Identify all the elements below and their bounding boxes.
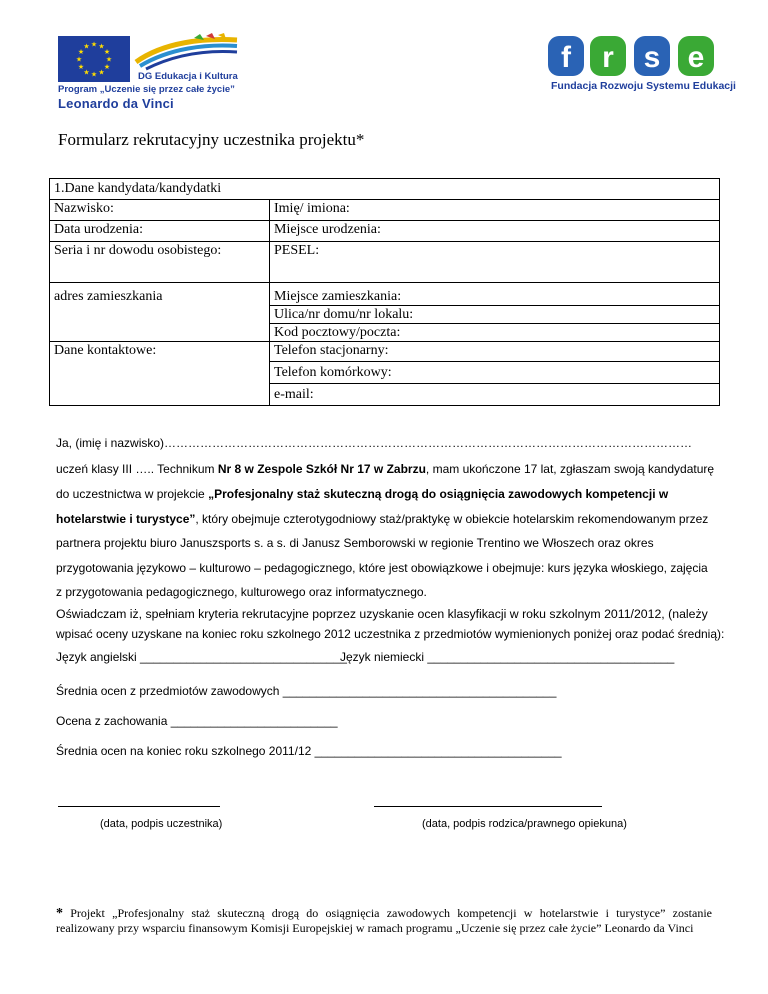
svg-text:e: e	[687, 41, 705, 74]
candidate-data-table	[49, 178, 720, 406]
german-grade-field[interactable]: Język niemiecki _____________________________________	[340, 650, 675, 664]
student-signature-label: (data, podpis uczestnika)	[100, 818, 223, 830]
field-birth-date[interactable]: Data urodzenia:	[50, 221, 270, 242]
declaration-line-5: przygotowania językowo – kulturowo – pedagogicznego, które jest obowiązkowe i obejmuje: kurs języka włoskiego, zajęcia	[56, 561, 708, 575]
field-id-number[interactable]: Seria i nr dowodu osobistego:	[50, 242, 270, 283]
svg-text:f: f	[561, 41, 571, 74]
declaration-line-3: hotelarstwie i turystyce”, który obejmuje czterotygodniowy staż/praktykę w obiekcie hotelarskim rekomendowanym przez	[56, 512, 709, 526]
statement-line-1: Oświadczam iż, spełniam kryteria rekrutacyjne poprzez uzyskanie ocen klasyfikacji w roku szkolnym 2011/2012, (należy	[56, 607, 708, 621]
footnote-text: Projekt „Profesjonalny staż skuteczną drogą do osiągnięcia zawodowych kompetencji w hotelarstwie i turystyce” zostanie realizowany przy wsparciu finansowym Komisji Europejskiej w ramach programu „Uczenie się przez całe życie” Leonardo da Vinci	[56, 906, 712, 935]
name-line: Ja, (imię i nazwisko)……………………………………………………………………………………………………………………	[56, 436, 693, 450]
field-pesel[interactable]: PESEL:	[270, 242, 720, 283]
section-heading: 1.Dane kandydata/kandydatki	[50, 179, 720, 200]
field-first-names[interactable]: Imię/ imiona:	[270, 200, 720, 221]
declaration-line-1: uczeń klasy III ….. Technikum Nr 8 w Zespole Szkół Nr 17 w Zabrzu, mam ukończone 17 lat, zgłaszam swoją kandydaturę	[56, 462, 715, 476]
eu-star-icon: ★	[98, 42, 105, 51]
english-grade-field[interactable]: Język angielski _______________________________	[56, 650, 347, 664]
eu-star-icon: ★	[105, 55, 113, 64]
frse-logo	[548, 32, 716, 78]
eu-star-icon: ★	[103, 48, 111, 56]
leonardo-swoosh-logo	[134, 32, 239, 72]
field-street[interactable]: Ulica/nr domu/nr lokalu:	[270, 306, 720, 324]
eu-star-icon: ★	[90, 70, 98, 79]
parent-signature-line[interactable]	[374, 806, 602, 807]
student-signature-line[interactable]	[58, 806, 220, 807]
eu-star-icon: ★	[77, 63, 85, 71]
parent-signature-label: (data, podpis rodzica/prawnego opiekuna)	[422, 818, 627, 830]
declaration-line-4: partnera projektu biuro Januszsports s. a s. di Janusz Semborowski w regionie Trentino we Włoszech oraz okres	[56, 536, 654, 550]
vocational-average-field[interactable]: Średnia ocen z przedmiotów zawodowych _________________________________________	[56, 684, 557, 698]
svg-text:r: r	[602, 41, 614, 74]
statement-line-2: wpisać oceny uzyskane na koniec roku szkolnego 2012 uczestnika z przedmiotów wymienionych poniżej oraz podać średnią):	[56, 627, 725, 641]
field-email[interactable]: e-mail:	[270, 384, 720, 406]
behavior-grade-field[interactable]: Ocena z zachowania _________________________	[56, 714, 338, 728]
field-landline[interactable]: Telefon stacjonarny:	[270, 342, 720, 362]
eu-star-icon: ★	[77, 48, 85, 56]
field-residence[interactable]: Miejsce zamieszkania:	[270, 283, 720, 306]
eu-star-icon: ★	[103, 63, 111, 71]
year-average-field[interactable]: Średnia ocen na koniec roku szkolnego 2011/12 _____________________________________	[56, 744, 562, 758]
field-surname[interactable]: Nazwisko:	[50, 200, 270, 221]
eu-star-icon: ★	[83, 68, 90, 77]
frse-label: Fundacja Rozwoju Systemu Edukacji	[551, 80, 736, 92]
eu-star-icon: ★	[98, 68, 105, 77]
eu-star-icon: ★	[83, 42, 90, 51]
svg-text:s: s	[643, 41, 661, 74]
field-postal-code[interactable]: Kod pocztowy/poczta:	[270, 324, 720, 342]
dg-education-label: DG Edukacja i Kultura	[138, 71, 238, 82]
field-address-label: adres zamieszkania	[50, 283, 270, 342]
footnote	[56, 906, 712, 935]
footnote-star: *	[56, 906, 63, 921]
program-label: Program „Uczenie się przez całe życie”	[58, 84, 235, 95]
field-contact-label: Dane kontaktowe:	[50, 342, 270, 406]
form-title: Formularz rekrutacyjny uczestnika projektu*	[58, 130, 365, 149]
eu-star-icon: ★	[90, 40, 98, 49]
eu-star-icon: ★	[75, 55, 83, 64]
field-birth-place[interactable]: Miejsce urodzenia:	[270, 221, 720, 242]
declaration-line-6: z przygotowania pedagogicznego, kulturowego oraz informatycznego.	[56, 585, 427, 599]
declaration-line-2: do uczestnictwa w projekcie „Profesjonalny staż skuteczną drogą do osiągnięcia zawodowych kompetencji w	[56, 487, 669, 501]
eu-flag-logo	[58, 36, 130, 82]
field-mobile[interactable]: Telefon komórkowy:	[270, 362, 720, 384]
leonardo-label: Leonardo da Vinci	[58, 96, 174, 111]
